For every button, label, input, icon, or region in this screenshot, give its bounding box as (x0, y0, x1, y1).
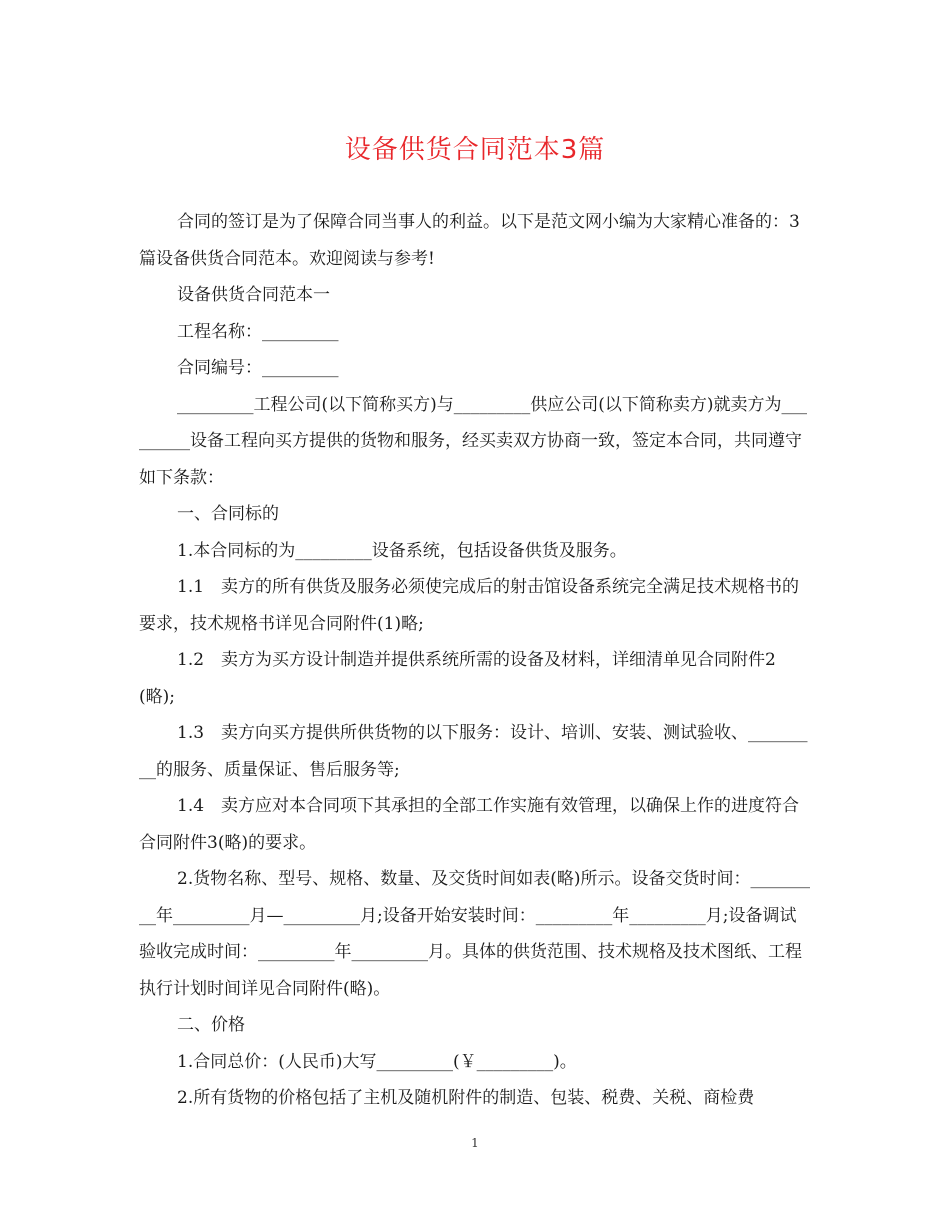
clause-1: 1.本合同标的为_________设备系统，包括设备供货及服务。 (177, 540, 627, 561)
clause-1-3: 1.3 卖方向买方提供所供货物的以下服务：设计、培训、安装、测试验收、_________的服务、质量保证、售后服务等; (139, 723, 808, 780)
price-clause-2: 2.所有货物的价格包括了主机及随机附件的制造、包装、税费、关税、商检费 (177, 1088, 755, 1108)
page-number: 1 (471, 1136, 479, 1150)
contract-number-line: 合同编号：_________ (177, 358, 339, 378)
clause-1-4: 1.4 卖方应对本合同项下其承担的全部工作实施有效管理，以确保上作的进度符合合同附件3(略)的要求。 (139, 796, 800, 853)
section-heading-price: 二、价格 (177, 1015, 245, 1035)
clause-2: 2.货物名称、型号、规格、数量、及交货时间如表(略)所示。设备交货时间：_________年_________月—_________月;设备开始安装时间：_________年_________月;设备调试验收完成时间：_________年_________月。具体的供货范围、技术规格及技术图纸、工程执行计划时间详见合同附件(略)。 (139, 869, 810, 999)
parties-paragraph: _________工程公司(以下简称买方)与_________供应公司(以下简称卖方)就卖方为_________设备工程向买方提供的货物和服务，经买卖双方协商一致，签定本合同，共同遵守如下条款： (139, 394, 808, 488)
document-body (139, 204, 811, 1117)
clause-1-2: 1.2 卖方为买方设计制造并提供系统所需的设备及材料，详细清单见合同附件2(略); (139, 650, 776, 707)
clause-1-1: 1.1 卖方的所有供货及服务必须使完成后的射击馆设备系统完全满足技术规格书的要求，技术规格书详见合同附件(1)略; (139, 577, 800, 634)
section-heading-subject: 一、合同标的 (177, 504, 279, 524)
price-clause-1: 1.合同总价：(人民币)大写_________(￥_________)。 (177, 1051, 577, 1072)
project-name-line: 工程名称：_________ (177, 321, 339, 342)
document-title: 设备供货合同范本3篇 (344, 135, 606, 165)
intro-paragraph: 合同的签订是为了保障合同当事人的利益。以下是范文网小编为大家精心准备的：3篇设备供货合同范本。欢迎阅读与参考! (139, 212, 800, 269)
section-heading-contract-one: 设备供货合同范本一 (177, 285, 330, 305)
